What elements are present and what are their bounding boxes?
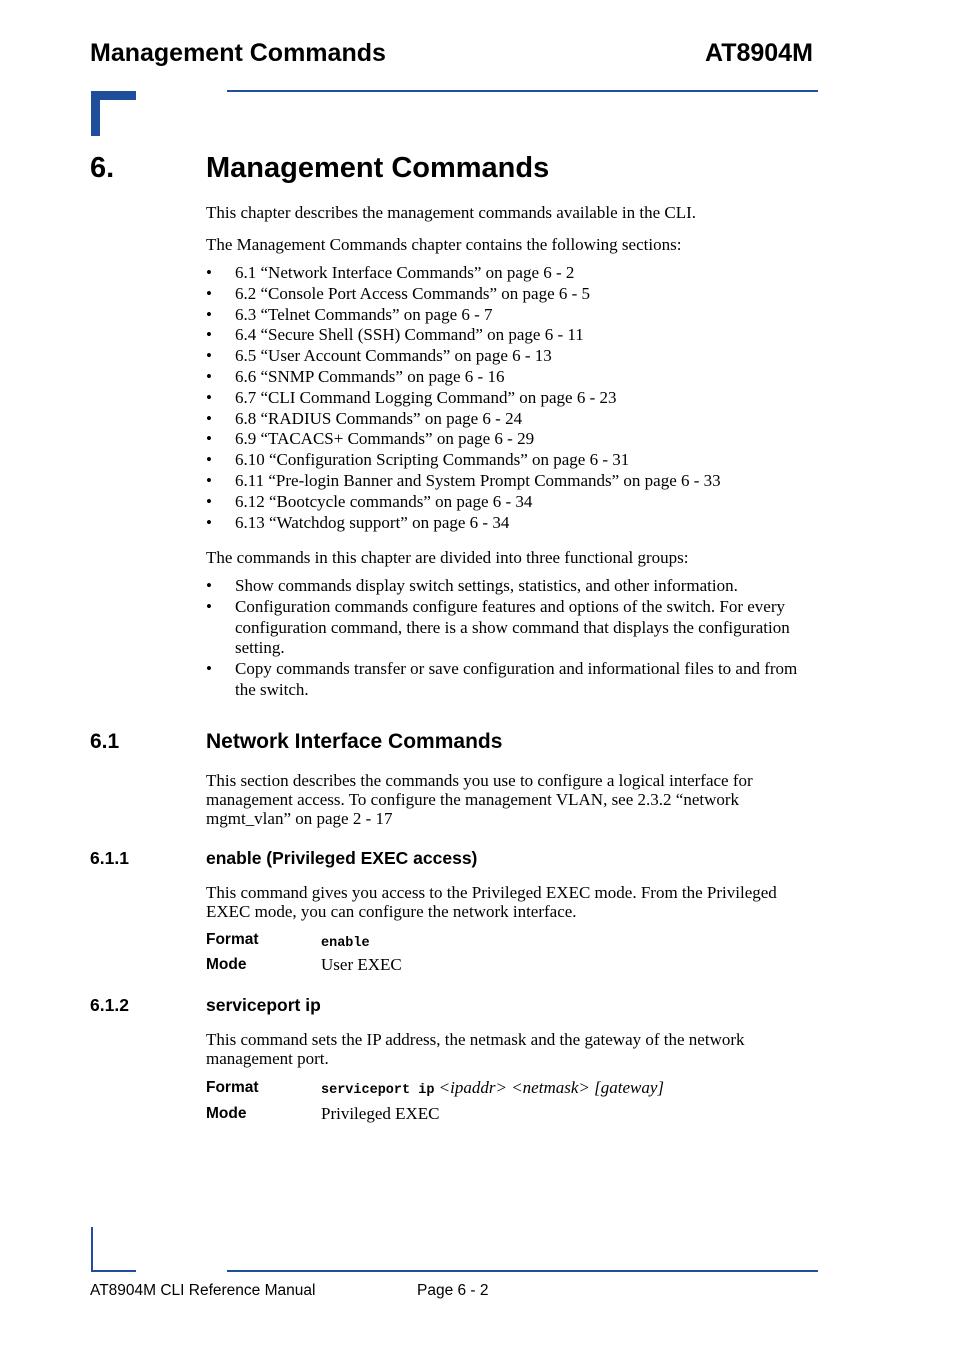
list-item[interactable]: • 6.9 “TACACS+ Commands” on page 6 - 29 — [206, 429, 535, 449]
list-item[interactable]: • 6.7 “CLI Command Logging Command” on page 6 - 23 — [206, 387, 617, 407]
subsection-title: serviceport ip — [206, 995, 321, 1015]
footer-bracket-left — [91, 1227, 93, 1272]
subsection-number: 6.1.1 — [90, 848, 129, 868]
format-label: Format — [206, 1079, 259, 1096]
mode-value: Privileged EXEC — [321, 1104, 440, 1123]
list-item[interactable]: • 6.5 “User Account Commands” on page 6 - 13 — [206, 346, 552, 366]
list-item[interactable]: • 6.8 “RADIUS Commands” on page 6 - 24 — [206, 408, 523, 428]
list-item: • Show commands display switch settings, statistics, and other information. — [206, 576, 738, 595]
chapter-title: Management Commands — [206, 152, 550, 184]
groups-intro: The commands in this chapter are divided into three functional groups: — [206, 548, 689, 567]
footer-page-number: Page 6 - 2 — [417, 1282, 489, 1299]
section-title: Network Interface Commands — [206, 730, 503, 753]
chapter-intro: This chapter describes the management commands available in the CLI. — [206, 203, 696, 222]
list-item[interactable]: • 6.10 “Configuration Scripting Commands” on page 6 - 31 — [206, 450, 630, 470]
command-arguments: <ipaddr> <netmask> [gateway] — [438, 1078, 664, 1097]
section-text: This section describes the commands you use to configure a logical interface for management access. To configure the management VLAN, see 2.3.2 “network mgmt_vlan” on page 2 - 17 — [206, 771, 753, 828]
list-item: • Copy commands transfer or save configuration and informational files to and from the switch. — [206, 659, 798, 699]
chapter-sections-intro: The Management Commands chapter contains the following sections: — [206, 235, 682, 254]
footer-rule — [227, 1270, 818, 1272]
list-item[interactable]: • 6.11 “Pre-login Banner and System Prompt Commands” on page 6 - 33 — [206, 470, 721, 490]
mode-value: User EXEC — [321, 955, 402, 974]
mode-label: Mode — [206, 956, 247, 973]
footer-manual-title: AT8904M CLI Reference Manual — [90, 1282, 316, 1299]
section-list — [206, 263, 818, 533]
command-syntax: serviceport ip — [321, 1083, 435, 1098]
groups-list — [206, 576, 818, 701]
subsection-title: enable (Privileged EXEC access) — [206, 848, 478, 868]
subsection-text: This command sets the IP address, the netmask and the gateway of the network management port. — [206, 1030, 745, 1068]
command-syntax: enable — [321, 936, 370, 951]
footer-bracket-bottom — [91, 1270, 136, 1272]
chapter-number: 6. — [90, 152, 115, 184]
format-label: Format — [206, 931, 259, 948]
corner-bracket-left — [91, 91, 100, 136]
subsection-text: This command gives you access to the Privileged EXEC mode. From the Privileged EXEC mode, you can configure the network interface. — [206, 883, 777, 921]
format-value — [321, 931, 370, 954]
list-item[interactable]: • 6.6 “SNMP Commands” on page 6 - 16 — [206, 366, 505, 386]
list-item[interactable]: • 6.2 “Console Port Access Commands” on page 6 - 5 — [206, 283, 591, 303]
list-item[interactable]: • 6.3 “Telnet Commands” on page 6 - 7 — [206, 304, 493, 324]
header-rule — [227, 90, 818, 92]
section-number: 6.1 — [90, 730, 120, 753]
list-item: • Configuration commands configure features and options of the switch. For every configuration command, there is a show command that displays the configuration setting. — [206, 596, 790, 658]
running-header-title: Management Commands — [90, 39, 386, 67]
list-item[interactable]: • 6.1 “Network Interface Commands” on page 6 - 2 — [206, 263, 575, 282]
running-header-product: AT8904M — [705, 39, 813, 67]
list-item[interactable]: • 6.13 “Watchdog support” on page 6 - 34 — [206, 512, 510, 532]
mode-label: Mode — [206, 1105, 247, 1122]
subsection-number: 6.1.2 — [90, 995, 129, 1015]
format-value — [321, 1078, 664, 1101]
list-item[interactable]: • 6.4 “Secure Shell (SSH) Command” on page 6 - 11 — [206, 325, 584, 345]
list-item[interactable]: • 6.12 “Bootcycle commands” on page 6 - 34 — [206, 491, 533, 511]
